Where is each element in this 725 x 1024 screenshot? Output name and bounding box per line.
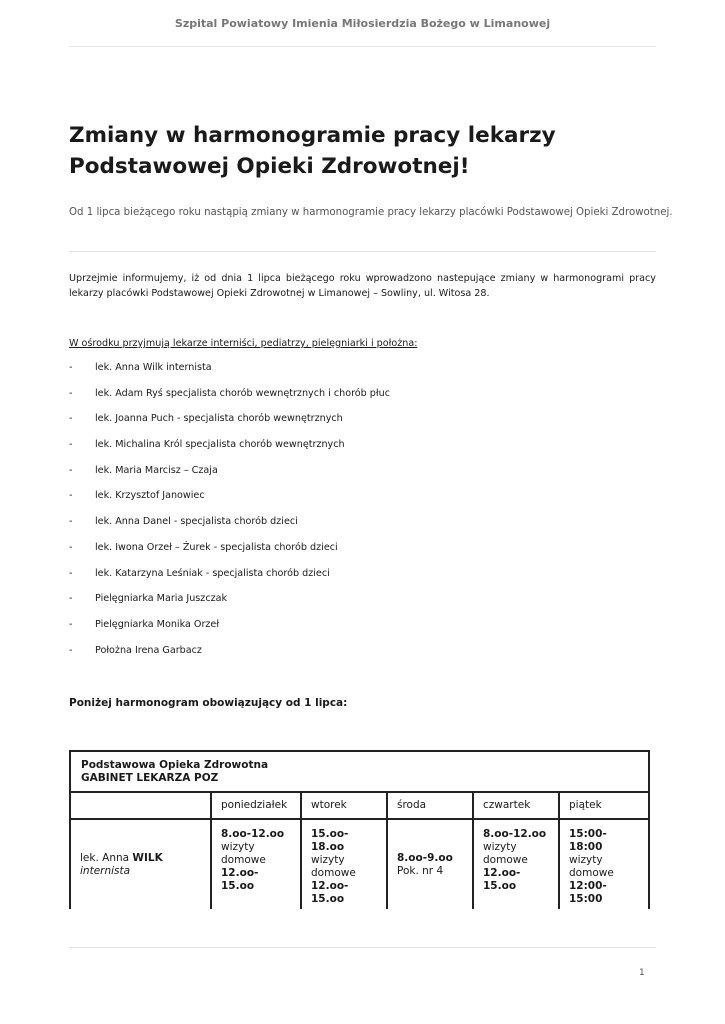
staff-name: lek. Adam Ryś specjalista chorób wewnętrznych i chorób płuc bbox=[95, 387, 390, 399]
list-dash: - bbox=[69, 618, 73, 630]
list-dash: - bbox=[69, 541, 73, 553]
cell-note: domowe bbox=[221, 854, 266, 866]
staff-name: Pielęgniarka Maria Juszczak bbox=[95, 593, 228, 605]
title-line-2: Podstawowej Opieki Zdrowotnej! bbox=[69, 154, 470, 179]
time-range: 12.oo-15.oo bbox=[483, 867, 521, 892]
page-title bbox=[69, 120, 669, 182]
staff-item bbox=[69, 388, 656, 414]
day-header: środa bbox=[387, 792, 473, 819]
schedule-heading: Poniżej harmonogram obowiązujący od 1 lipca: bbox=[69, 697, 348, 709]
list-dash: - bbox=[69, 362, 73, 373]
staff-item bbox=[69, 465, 656, 491]
doctor-cell bbox=[70, 819, 211, 909]
list-dash: - bbox=[69, 413, 73, 425]
staff-name: Pielęgniarka Monika Orzeł bbox=[95, 618, 220, 630]
list-dash: - bbox=[69, 593, 73, 605]
staff-item bbox=[69, 362, 656, 388]
staff-name: lek. Iwona Orzeł – Żurek - specjalista chorób dzieci bbox=[95, 541, 338, 553]
schedule-table bbox=[69, 750, 650, 909]
day-header: piątek bbox=[559, 792, 649, 819]
cell-note: domowe bbox=[569, 867, 614, 879]
schedule-cell-friday bbox=[559, 819, 649, 909]
intro-paragraph: Uprzejmie informujemy, iż od dnia 1 lipca bieżącego roku wprowadzono nastepujące zmiany w harmonogrami pracy lekarzy placówki Podstawowej Opieki Zdrowotnej w Limanowej – Sowliny, ul. Witosa 28. bbox=[69, 273, 656, 299]
cell-note: wizyty bbox=[311, 854, 345, 866]
page-number: 1 bbox=[639, 968, 645, 978]
staff-item bbox=[69, 593, 656, 619]
staff-item bbox=[69, 439, 656, 465]
lead-divider bbox=[69, 251, 656, 252]
staff-item bbox=[69, 490, 656, 516]
schedule-cell-thursday bbox=[473, 819, 559, 909]
staff-name: lek. Katarzyna Leśniak - specjalista chorób dzieci bbox=[95, 567, 330, 579]
list-dash: - bbox=[69, 464, 73, 476]
cell-note: domowe bbox=[483, 854, 528, 866]
day-header: czwartek bbox=[473, 792, 559, 819]
footer-divider bbox=[69, 947, 656, 948]
doctor-surname: WILK bbox=[132, 851, 163, 864]
schedule-title-line-1: Podstawowa Opieka Zdrowotna bbox=[81, 758, 269, 771]
time-range: 8.oo-12.oo bbox=[483, 828, 547, 840]
schedule-cell-monday bbox=[211, 819, 301, 909]
schedule-title-row bbox=[70, 751, 649, 792]
cell-note: wizyty bbox=[483, 841, 517, 853]
lead-text: Od 1 lipca bieżącego roku nastąpią zmiany w harmonogramie pracy lekarzy placówki Podstawowej Opieki Zdrowotnej. bbox=[69, 207, 673, 218]
time-range: 12.oo-15.oo bbox=[221, 867, 259, 892]
staff-list bbox=[69, 362, 656, 670]
staff-name: lek. Anna Danel - specjalista chorób dzieci bbox=[95, 516, 298, 528]
staff-item bbox=[69, 413, 656, 439]
doctor-role: internista bbox=[80, 864, 131, 877]
site-header: Szpital Powiatowy Imienia Miłosierdzia Bożego w Limanowej bbox=[174, 17, 551, 30]
staff-name: lek. Anna Wilk internista bbox=[95, 362, 212, 373]
list-dash: - bbox=[69, 567, 73, 579]
title-line-1: Zmiany w harmonogramie pracy lekarzy bbox=[69, 123, 556, 148]
time-range: 12.oo-15.oo bbox=[311, 880, 349, 905]
day-header: wtorek bbox=[301, 792, 387, 819]
time-range: 8.oo-9.oo bbox=[397, 851, 453, 864]
empty-header-cell bbox=[70, 792, 211, 819]
staff-item bbox=[69, 516, 656, 542]
time-range: 12:00-15:00 bbox=[569, 880, 607, 905]
schedule-title-line-2: GABINET LEKARZA POZ bbox=[81, 771, 219, 784]
time-range: 15:00-18:00 bbox=[569, 828, 607, 853]
table-row bbox=[70, 819, 649, 909]
list-dash: - bbox=[69, 387, 73, 399]
staff-heading: W ośrodku przyjmują lekarze interniści, pediatrzy, pielęgniarki i położna: bbox=[69, 338, 418, 349]
header-divider bbox=[69, 46, 656, 47]
cell-note: wizyty bbox=[569, 854, 603, 866]
staff-item bbox=[69, 619, 656, 645]
list-dash: - bbox=[69, 439, 73, 451]
list-dash: - bbox=[69, 490, 73, 502]
cell-note: domowe bbox=[311, 867, 356, 879]
staff-name: lek. Joanna Puch - specjalista chorób wewnętrznych bbox=[95, 413, 343, 425]
time-range: 8.oo-12.oo bbox=[221, 828, 285, 840]
staff-name: lek. Krzysztof Janowiec bbox=[95, 490, 205, 502]
staff-item bbox=[69, 645, 656, 671]
schedule-cell-tuesday bbox=[301, 819, 387, 909]
staff-item bbox=[69, 542, 656, 568]
list-dash: - bbox=[69, 644, 73, 656]
cell-note: Pok. nr 4 bbox=[397, 864, 444, 877]
list-dash: - bbox=[69, 516, 73, 528]
schedule-title bbox=[70, 751, 649, 792]
day-header: poniedziałek bbox=[211, 792, 301, 819]
time-range: 15.oo-18.oo bbox=[311, 828, 349, 853]
cell-note: wizyty bbox=[221, 841, 255, 853]
staff-item bbox=[69, 568, 656, 594]
schedule-cell-wednesday bbox=[387, 819, 473, 909]
schedule-days-row bbox=[70, 792, 649, 819]
staff-name: Położna Irena Garbacz bbox=[95, 644, 202, 656]
staff-name: lek. Michalina Król specjalista chorób wewnętrznych bbox=[95, 439, 345, 451]
staff-name: lek. Maria Marcisz – Czaja bbox=[95, 464, 218, 476]
doctor-prefix: lek. Anna bbox=[80, 851, 133, 864]
